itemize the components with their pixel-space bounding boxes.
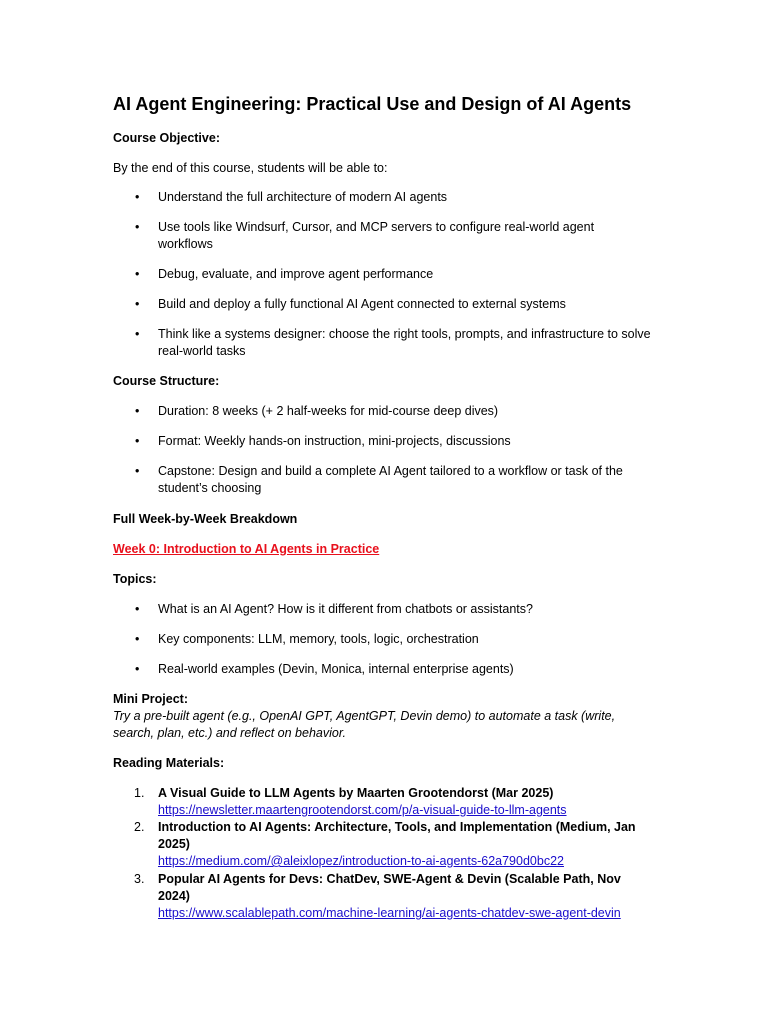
- reading-title: Introduction to AI Agents: Architecture, Tools, and Implementation (Medium, Jan 2025): [158, 820, 636, 851]
- objective-item-text: Debug, evaluate, and improve agent performance: [158, 267, 434, 281]
- topic-item-text: Real-world examples (Devin, Monica, internal enterprise agents): [158, 662, 514, 676]
- reading-number: 2.: [134, 820, 145, 834]
- reading-link[interactable]: https://newsletter.maartengrootendorst.com/p/a-visual-guide-to-llm-agents: [158, 803, 567, 817]
- document-title: AI Agent Engineering: Practical Use and Design of AI Agents: [113, 94, 632, 114]
- bullet-icon: •: [135, 190, 140, 204]
- structure-item-text: Duration: 8 weeks (+ 2 half-weeks for mid-course deep dives): [158, 404, 499, 418]
- course-objective-intro: By the end of this course, students will be able to:: [113, 161, 388, 175]
- objective-item-text: Build and deploy a fully functional AI Agent connected to external systems: [158, 297, 566, 311]
- reading-number: 1.: [134, 786, 145, 800]
- topics-heading: Topics:: [113, 572, 157, 586]
- mini-project-description: [113, 708, 643, 742]
- reading-link[interactable]: https://medium.com/@aleixlopez/introduction-to-ai-agents-62a790d0bc22: [158, 854, 564, 868]
- objective-item-text: Understand the full architecture of modern AI agents: [158, 190, 448, 204]
- structure-item-text: Capstone: Design and build a complete AI Agent tailored to a workflow or task of the student’s choosing: [158, 464, 623, 495]
- topic-item-text: What is an AI Agent? How is it different from chatbots or assistants?: [158, 602, 533, 616]
- bullet-icon: •: [135, 267, 140, 281]
- bullet-icon: •: [135, 464, 140, 478]
- bullet-icon: •: [135, 327, 140, 341]
- reading-title: A Visual Guide to LLM Agents by Maarten Grootendorst (Mar 2025): [158, 786, 554, 800]
- mini-project-text: Try a pre-built agent (e.g., OpenAI GPT, AgentGPT, Devin demo) to automate a task (write, search, plan, etc.) and reflect on behavior.: [113, 709, 616, 740]
- course-structure-heading: Course Structure:: [113, 374, 220, 388]
- mini-project-heading: Mini Project:: [113, 692, 189, 706]
- structure-item-text: Format: Weekly hands-on instruction, mini-projects, discussions: [158, 434, 511, 448]
- reading-number: 3.: [134, 872, 145, 886]
- objective-item-text: Think like a systems designer: choose the right tools, prompts, and infrastructure to solve real-world tasks: [158, 327, 651, 358]
- bullet-icon: •: [135, 434, 140, 448]
- bullet-icon: •: [135, 404, 140, 418]
- bullet-icon: •: [135, 632, 140, 646]
- week-0-title-link[interactable]: Week 0: Introduction to AI Agents in Practice: [113, 542, 380, 556]
- bullet-icon: •: [135, 662, 140, 676]
- breakdown-heading: Full Week-by-Week Breakdown: [113, 512, 298, 526]
- bullet-icon: •: [135, 297, 140, 311]
- topic-item-text: Key components: LLM, memory, tools, logic, orchestration: [158, 632, 479, 646]
- course-objective-heading: Course Objective:: [113, 131, 220, 145]
- reading-materials-heading: Reading Materials:: [113, 756, 225, 770]
- reading-link[interactable]: https://www.scalablepath.com/machine-learning/ai-agents-chatdev-swe-agent-devin: [158, 906, 621, 920]
- objective-item-text: Use tools like Windsurf, Cursor, and MCP servers to configure real-world agent workflows: [158, 220, 595, 251]
- bullet-icon: •: [135, 602, 140, 616]
- reading-title: Popular AI Agents for Devs: ChatDev, SWE-Agent & Devin (Scalable Path, Nov 2024): [158, 872, 621, 903]
- bullet-icon: •: [135, 220, 140, 234]
